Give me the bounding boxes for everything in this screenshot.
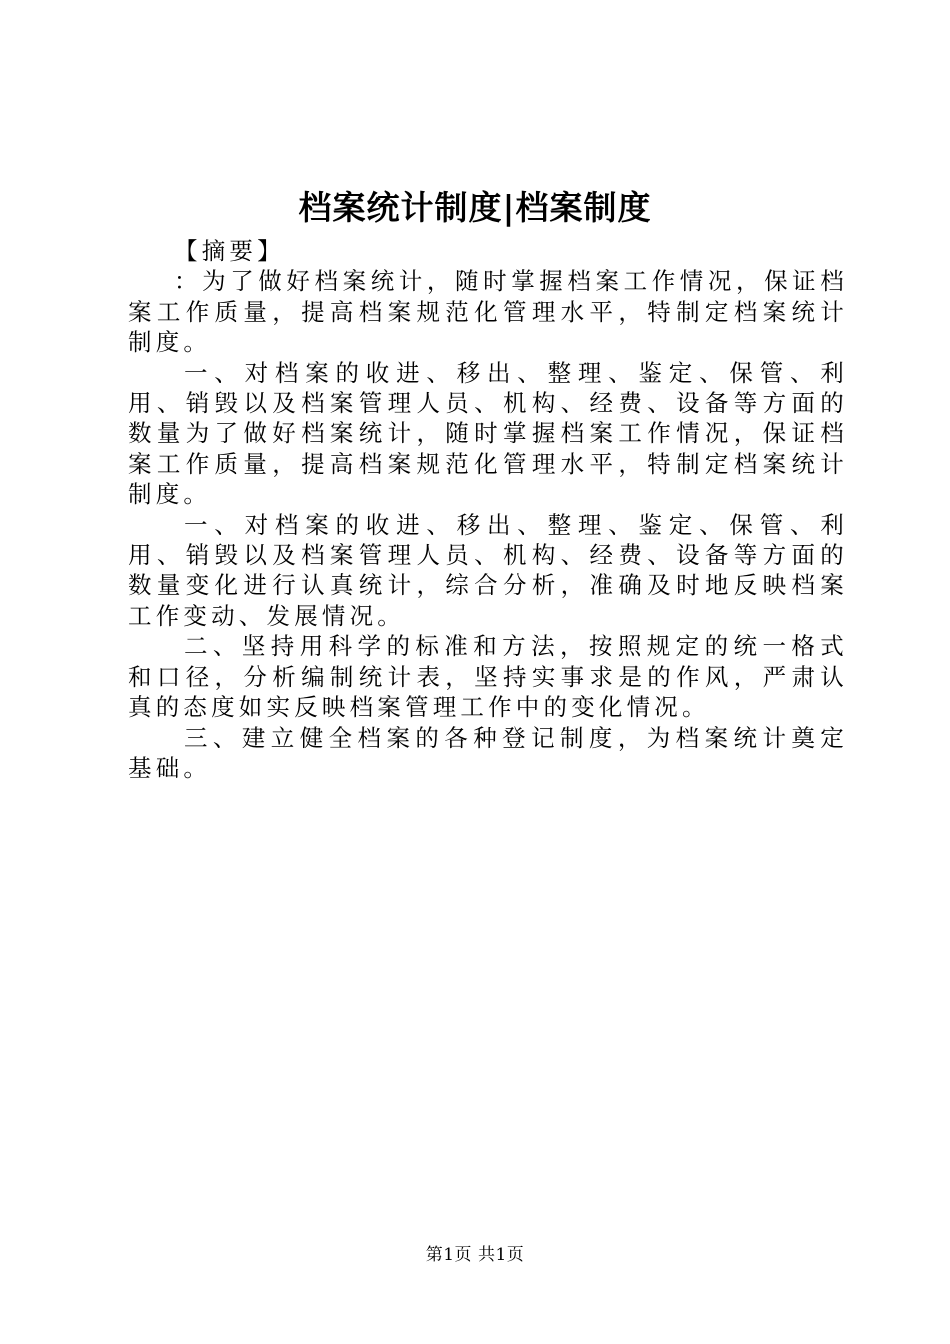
abstract-text: ：为了做好档案统计，随时掌握档案工作情况，保证档案工作质量，提高档案规范化管理水平，特制定档案统计制度。 [128,267,848,357]
abstract-label: 【摘要】 [174,237,285,265]
page-footer: 第1页 共1页 [425,1245,525,1265]
paragraph-1: 一、对档案的收进、移出、整理、鉴定、保管、利用、销毁以及档案管理人员、机构、经费、设备等方面的数量为了做好档案统计，随时掌握档案工作情况，保证档案工作质量，提高档案规范化管理水平，特制定档案统计制度。 [128,358,848,509]
document-title: 档案统计制度|档案制度 [298,188,652,227]
paragraph-2: 一、对档案的收进、移出、整理、鉴定、保管、利用、销毁以及档案管理人员、机构、经费、设备等方面的数量变化进行认真统计，综合分析，准确及时地反映档案工作变动、发展情况。 [128,510,848,630]
paragraph-3: 二、坚持用科学的标准和方法，按照规定的统一格式和口径，分析编制统计表，坚持实事求是的作风，严肃认真的态度如实反映档案管理工作中的变化情况。 [128,632,848,722]
document-body [128,236,848,783]
paragraph-4: 三、建立健全档案的各种登记制度，为档案统计奠定基础。 [128,723,848,782]
